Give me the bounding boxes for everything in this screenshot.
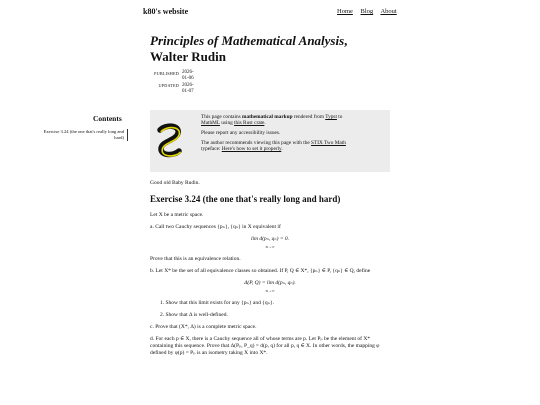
- part-a-prove-paragraph: Prove that this is an equivalence relation.: [150, 256, 241, 262]
- toc-item-exercise-3-24[interactable]: Exercise 3.24 (the one that's really long and hard): [43, 129, 124, 140]
- notice-text: This page contains: [201, 114, 243, 120]
- math-markup-notice: [150, 110, 390, 172]
- mathml-link[interactable]: MathML: [201, 120, 220, 127]
- nav-about-link[interactable]: About: [380, 8, 397, 15]
- exercise-heading: Exercise 3.24 (the one that's really long and hard): [150, 194, 341, 204]
- updated-date: 2026-01-07: [182, 82, 194, 94]
- notice-font-paragraph: [201, 140, 386, 153]
- part-d-paragraph: d. For each p ∈ X, there is a Cauchy sequence all of whose terms are p. Let Pₚ be the element of X* containing this sequence. Prove that Δ(Pₚ, P_q) = d(p, q) for all p, q ∈ X. In other words, the mapping φ defined by φ(p) = Pₚ is an isometry taking X into X*.: [150, 336, 380, 356]
- notice-text: to: [336, 114, 343, 120]
- top-nav: [337, 8, 397, 15]
- notice-text: .: [264, 120, 266, 127]
- stix-two-math-link[interactable]: STIX Two Math: [311, 139, 346, 146]
- part-b-item-2: 2. Show that Δ is well-defined.: [160, 312, 228, 318]
- published-date: 2026-01-06: [182, 70, 194, 82]
- notice-text: .: [281, 146, 283, 153]
- part-b-paragraph: b. Let X* be the set of all equivalence classes so obtained. If P, Q ∈ X*, {pₙ} ∈ P, {qₙ} ∈ Q, define: [150, 268, 371, 274]
- nav-blog-link[interactable]: Blog: [360, 8, 374, 15]
- typst-squiggle-icon: [154, 121, 184, 161]
- notice-bold-text: mathematical markup: [242, 114, 293, 120]
- toc-title: Contents: [93, 114, 122, 123]
- notice-text: using: [219, 120, 235, 127]
- title-separator: ,: [344, 33, 348, 48]
- equation-b-text: Δ(P, Q) = lim d(pₙ, qₙ).: [244, 280, 296, 286]
- rust-crate-link[interactable]: this Rust crate: [234, 120, 265, 127]
- notice-accessibility-paragraph: Please report any accessibility issues.: [201, 130, 281, 137]
- notice-text: typeface:: [201, 146, 222, 153]
- part-a-paragraph: a. Call two Cauchy sequences {pₙ}, {qₙ} in X equivalent if: [150, 224, 281, 230]
- book-title: Principles of Mathematical Analysis: [150, 33, 345, 48]
- notice-markup-paragraph: [201, 114, 386, 127]
- equation-a-text: lim d(pₙ, qₙ) = 0.: [250, 236, 290, 242]
- part-c-paragraph: c. Prove that (X*, Δ) is a complete metric space.: [150, 324, 257, 330]
- typst-link[interactable]: Typst: [325, 114, 337, 120]
- article-body: [150, 180, 390, 362]
- notice-text: rendered from: [292, 114, 326, 120]
- site-title[interactable]: k80's website: [143, 7, 189, 16]
- intro-paragraph: Good old Baby Rudin.: [150, 180, 200, 186]
- part-b-item-1: 1. Show that this limit exists for any {pₙ} and {qₙ}.: [160, 300, 275, 306]
- equation-a: [150, 236, 390, 251]
- published-label: PUBLISHED: [154, 70, 179, 76]
- notice-text: The author recommends viewing this page with the: [201, 139, 312, 146]
- font-setup-link[interactable]: Here's how to set it properly: [221, 146, 282, 153]
- equation-b-limit: n→∞: [265, 288, 275, 293]
- equation-a-limit: n→∞: [265, 244, 275, 249]
- table-of-contents: [40, 129, 128, 141]
- post-meta: [150, 70, 198, 95]
- metric-space-paragraph: Let X be a metric space.: [150, 212, 204, 218]
- updated-label: UPDATED: [158, 83, 179, 89]
- author-name: Walter Rudin: [150, 49, 226, 64]
- equation-b: [150, 280, 390, 295]
- nav-home-link[interactable]: Home: [337, 8, 353, 15]
- page-title: [150, 33, 400, 65]
